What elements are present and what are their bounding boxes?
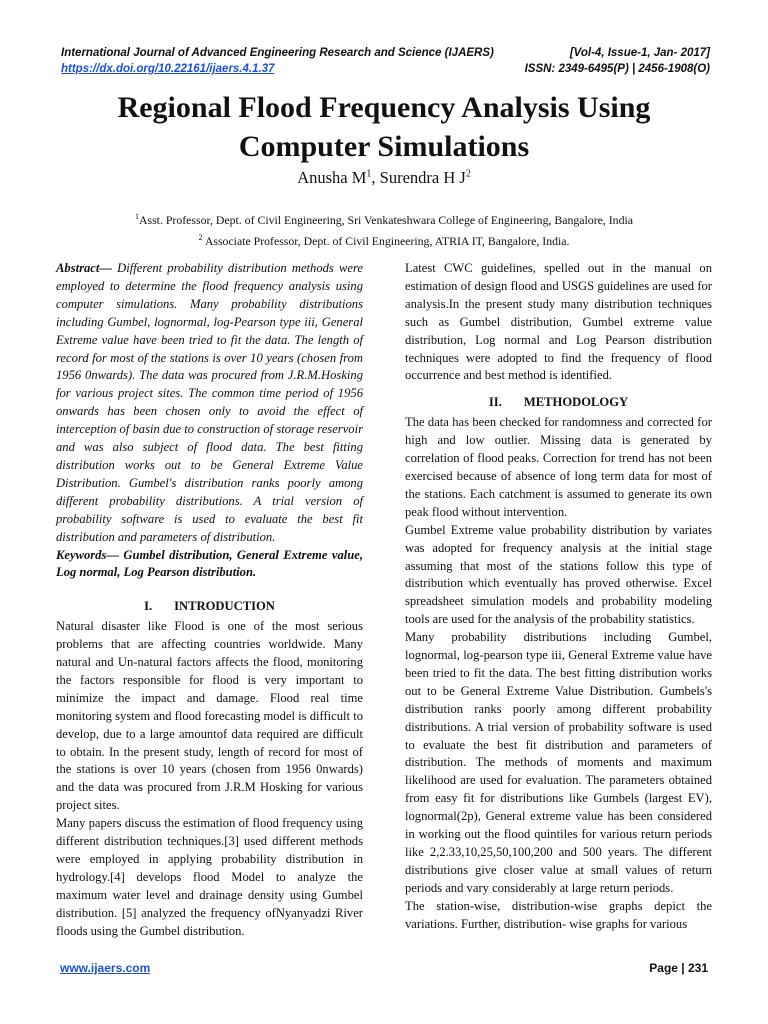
section-heading-methodology — [405, 394, 712, 412]
methodology-paragraph-1: The data has been checked for randomness and corrected for high and low outlier. Missing data is generated by correlation of flood peaks. Correction for trend has not been exercised because of absence of long term data for most of the stations. Each catchment is assumed to generate its own peak flood without intervention. — [405, 415, 712, 519]
affiliations — [0, 208, 768, 250]
section-number: II. — [488, 395, 502, 410]
author-2: Surendra H J — [379, 168, 466, 187]
title-line-2: Computer Simulations — [238, 130, 530, 163]
doi-link[interactable]: https://dx.doi.org/10.22161/ijaers.4.1.37 — [61, 63, 275, 75]
author-1-sup: 1 — [366, 168, 372, 180]
intro-paragraph-2: Many papers discuss the estimation of flood frequency using different distribution techniques.[3] used different methods were employed in applying probability distribution in hydrology.[4] develops flood Model to analyze the maximum water level and drainage density using Gumbel distribution. [5] analyzed the frequency ofNyanyadzi River floods using the Gumbel distribution. — [56, 816, 363, 938]
section-number: I. — [144, 599, 153, 614]
affiliation-2-text: Associate Professor, Dept. of Civil Engineering, ATRIA IT, Bangalore, India. — [202, 233, 570, 248]
running-header — [61, 45, 710, 77]
abstract — [56, 260, 363, 547]
journal-name: International Journal of Advanced Engineering Research and Science (IJAERS) — [61, 47, 494, 59]
title-line-1: Regional Flood Frequency Analysis Using — [117, 91, 651, 124]
affiliation-1-text: Asst. Professor, Dept. of Civil Engineering, Sri Venkateshwara College of Engineering, Bangalore, India — [138, 212, 633, 227]
abstract-label: Abstract— — [56, 261, 112, 275]
page-number: Page | 231 — [649, 961, 708, 975]
author-1: Anusha M — [297, 168, 367, 187]
intro-continuation: Latest CWC guidelines, spelled out in the manual on estimation of design flood and USGS guidelines are used for analysis.In the present study many distribution techniques such as Gumbel distribution, Gumbel extreme value distribution, Log normal and Log Pearson distribution techniques were adopted to find the frequency of flood occurrence and best method is identified. — [405, 261, 712, 383]
author-separator: , — [371, 168, 380, 187]
keywords: Keywords— Gumbel distribution, General Extreme value, Log normal, Log Pearson distribution. — [56, 547, 363, 580]
intro-paragraph-1: Natural disaster like Flood is one of the most serious problems that are affecting countries worldwide. Many natural and Un-natural factors affects the flood, monitoring the factors responsible for flood is very important to minimize the impact and damage. Flood real time monitoring system and flood forecasting model is difficult to develop, due to a large amountof data required are difficult to obtain. In the present study, length of record for most of the stations is over 10 years (chosen from 1956 0nwards) and the data was procured from J.R.M Hosking for various project sites. — [56, 619, 363, 813]
paper-title — [0, 88, 768, 166]
methodology-paragraph-4: The station-wise, distribution-wise graphs depict the variations. Further, distribution- wise graphs for various — [405, 898, 712, 931]
issn-info: ISSN: 2349-6495(P) | 2456-1908(O) — [524, 63, 710, 75]
methodology-paragraph-3: Many probability distributions including Gumbel, lognormal, log-pearson type iii, General Extreme value have been tried to fit the data. The best fitting distribution works out to be General Extreme Value Distribution. Gumbels's distribution ranks poorly among different probability distributions. A trial version of probability software is used to evaluate the best fit distribution and parameters of distribution. The methods of moments and maximum likelihood are used for evaluation. The parameters obtained from easy fit for distributions like Gumbels (largest EV), lognormal(2p), General extreme value has been considered in working out the flood quintiles for various return periods like 2,2.33,10,25,50,100,200 and 500 years. The different distributions give closer value at small values of return periods and vary considerably at large return periods. — [405, 630, 712, 895]
author-list — [0, 168, 768, 188]
affiliation-2 — [0, 229, 768, 250]
right-column — [405, 260, 712, 934]
page-footer — [60, 961, 708, 975]
affiliation-1-sup: 1 — [134, 212, 139, 221]
affiliation-2-sup: 2 — [198, 232, 203, 242]
left-column — [56, 260, 363, 941]
section-title: INTRODUCTION — [174, 599, 275, 614]
volume-info: [Vol-4, Issue-1, Jan- 2017] — [569, 47, 710, 59]
section-heading-introduction — [56, 598, 363, 616]
author-2-sup: 2 — [465, 168, 471, 180]
methodology-paragraph-2: Gumbel Extreme value probability distribution by variates was adopted for frequency analysis at the initial stage assuming that most of the stations follow this type of distribution which eventually has proved otherwise. Excel spreadsheet simulation models and probability modeling tools are used for the analysis of the probability statistics. — [405, 522, 712, 627]
abstract-text: Different probability distribution methods were employed to determine the flood frequency analysis using computer simulations. Many probability distributions including Gumbel, lognormal, log-Pearson type iii, General Extreme value have been tried to fit the data. The length of record for most of the stations is over 10 years (chosen from 1956 0nwards). The data was procured from J.R.M.Hosking for various project sites. The common time period of 1956 onwards has been chosen only to avoid the effect of interception of basin due to construction of storage reservoir and was also subject of flood data. The best fitting distribution works out to be General Extreme Value Distribution. Gumbel's distribution ranks poorly among different probability distributions. A trial version of probability software is used to evaluate the best fit distribution and parameters of distribution. — [56, 261, 363, 544]
section-title: METHODOLOGY — [523, 395, 629, 410]
affiliation-1 — [0, 208, 768, 229]
website-link[interactable]: www.ijaers.com — [60, 961, 151, 975]
